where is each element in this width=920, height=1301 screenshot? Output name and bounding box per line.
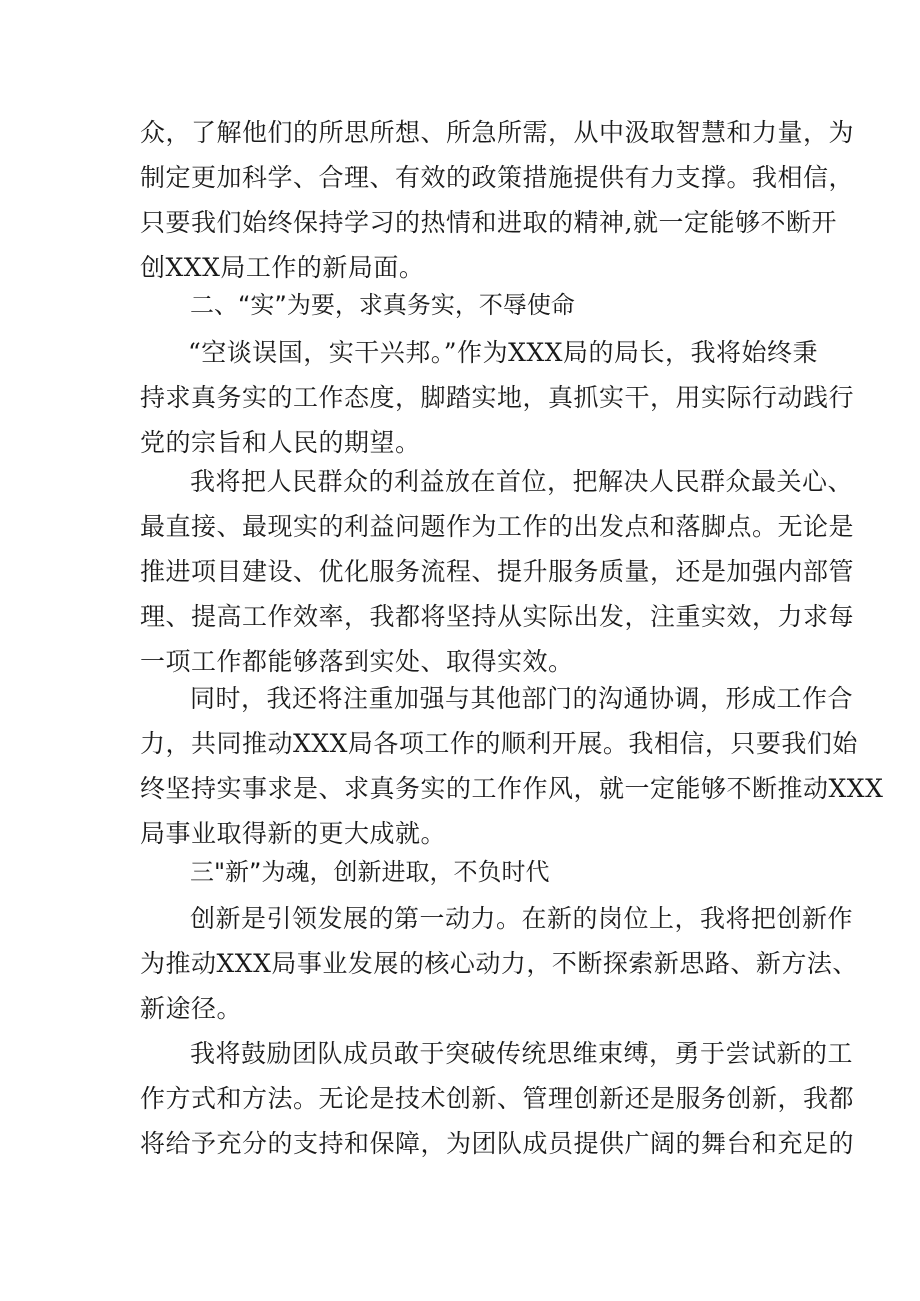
body-text-line: 最直接、最现实的利益问题作为工作的出发点和落脚点。无论是 (140, 512, 855, 541)
section-heading-2: 二、“实”为要，求真务实，不辱使命 (190, 291, 575, 319)
body-text-line: 只要我们始终保持学习的热情和进取的精神,就一定能够不断开 (140, 208, 837, 237)
body-text-line: 局事业取得新的更大成就。 (140, 819, 447, 848)
body-text-line: 我将鼓励团队成员敢于突破传统思维束缚，勇于尝试新的工 (190, 1039, 854, 1068)
body-text-line: 制定更加科学、合理、有效的政策措施提供有力支撑。我相信， (140, 163, 855, 192)
body-text-line: 作方式和方法。无论是技术创新、管理创新还是服务创新，我都 (140, 1084, 855, 1113)
body-text-line: 将给予充分的支持和保障，为团队成员提供广阔的舞台和充足的 (140, 1129, 855, 1158)
body-text-line: 新途径。 (140, 994, 243, 1023)
body-text-line: 创新是引领发展的第一动力。在新的岗位上，我将把创新作 (190, 904, 854, 933)
section-heading-3: 三"新”为魂，创新进取，不负时代 (190, 858, 550, 886)
body-text-line: 我将把人民群众的利益放在首位，把解决人民群众最关心、 (190, 467, 854, 496)
body-text-line: 一项工作都能够落到实处、取得实效。 (140, 647, 574, 676)
body-text-line: 为推动XXX局事业发展的核心动力，不断探索新思路、新方法、 (140, 949, 858, 978)
body-text-line: 力，共同推动XXX局各项工作的顺利开展。我相信，只要我们始 (140, 729, 858, 758)
body-text-line: 推进项目建设、优化服务流程、提升服务质量，还是加强内部管 (140, 557, 855, 586)
body-text-line: 创XXX局工作的新局面。 (140, 253, 425, 282)
body-text-line: 理、提高工作效率，我都将坚持从实际出发，注重实效，力求每 (140, 602, 855, 631)
body-text-line: 党的宗旨和人民的期望。 (140, 428, 421, 457)
body-text-line: 众，了解他们的所思所想、所急所需，从中汲取智慧和力量，为 (140, 118, 855, 147)
body-text-line: “空谈误国，实干兴邦。”作为XXX局的局长，我将始终秉 (188, 338, 818, 367)
body-text-line: 持求真务实的工作态度，脚踏实地，真抓实干，用实际行动践行 (140, 383, 855, 412)
body-text-line: 终坚持实事求是、求真务实的工作作风，就一定能够不断推动XXX (140, 774, 884, 803)
body-text-line: 同时，我还将注重加强与其他部门的沟通协调，形成工作合 (190, 684, 854, 713)
